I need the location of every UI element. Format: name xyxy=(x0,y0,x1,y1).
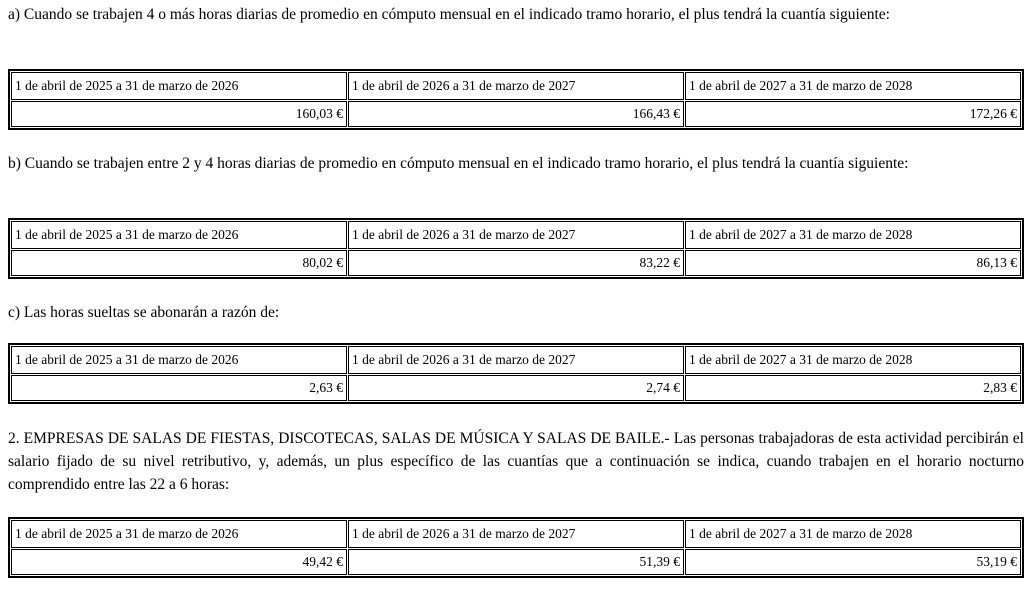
amount-2026-2027: 51,39 € xyxy=(348,549,684,575)
table-value-row xyxy=(11,101,1021,127)
period-header-2025-2026: 1 de abril de 2025 a 31 de marzo de 2026 xyxy=(11,520,347,548)
table-header-row xyxy=(11,346,1021,374)
period-header-2025-2026: 1 de abril de 2025 a 31 de marzo de 2026 xyxy=(11,221,347,249)
amount-2025-2026: 49,42 € xyxy=(11,549,347,575)
rates-table-section-2 xyxy=(8,517,1024,578)
period-header-2025-2026: 1 de abril de 2025 a 31 de marzo de 2026 xyxy=(11,72,347,100)
rates-table-a xyxy=(8,69,1024,130)
table-value-row xyxy=(11,250,1021,276)
rates-table-c xyxy=(8,343,1024,404)
amount-2027-2028: 172,26 € xyxy=(685,101,1021,127)
table-header-row xyxy=(11,520,1021,548)
paragraph-a: a) Cuando se trabajen 4 o más horas diarias de promedio en cómputo mensual en el indicado tramo horario, el plus tendrá la cuantía siguiente: xyxy=(8,6,890,23)
period-header-2027-2028: 1 de abril de 2027 a 31 de marzo de 2028 xyxy=(685,72,1021,100)
amount-2025-2026: 160,03 € xyxy=(11,101,347,127)
amount-2025-2026: 80,02 € xyxy=(11,250,347,276)
amount-2027-2028: 53,19 € xyxy=(685,549,1021,575)
amount-2027-2028: 2,83 € xyxy=(685,375,1021,401)
table-value-row xyxy=(11,375,1021,401)
period-header-2027-2028: 1 de abril de 2027 a 31 de marzo de 2028 xyxy=(685,520,1021,548)
period-header-2027-2028: 1 de abril de 2027 a 31 de marzo de 2028 xyxy=(685,346,1021,374)
amount-2026-2027: 166,43 € xyxy=(348,101,684,127)
paragraph-c: c) Las horas sueltas se abonarán a razón de: xyxy=(8,304,280,321)
section-2-heading: 2. EMPRESAS DE SALAS DE FIESTAS, DISCOTECAS, SALAS DE MÚSICA Y SALAS DE BAILE.- xyxy=(8,430,670,447)
table-header-row xyxy=(11,72,1021,100)
paragraph-section-2 xyxy=(8,427,1024,496)
table-header-row xyxy=(11,221,1021,249)
period-header-2025-2026: 1 de abril de 2025 a 31 de marzo de 2026 xyxy=(11,346,347,374)
period-header-2026-2027: 1 de abril de 2026 a 31 de marzo de 2027 xyxy=(348,520,684,548)
amount-2026-2027: 2,74 € xyxy=(348,375,684,401)
rates-table-b xyxy=(8,218,1024,279)
paragraph-b: b) Cuando se trabajen entre 2 y 4 horas diarias de promedio en cómputo mensual en el indicado tramo horario, el plus tendrá la cuantía siguiente: xyxy=(8,155,909,172)
period-header-2027-2028: 1 de abril de 2027 a 31 de marzo de 2028 xyxy=(685,221,1021,249)
amount-2026-2027: 83,22 € xyxy=(348,250,684,276)
section-2-text: Las personas trabajadoras de esta actividad percibirán el salario fijado de su nivel retributivo, y, además, un plus específico de las cuantías que a continuación se indica, cuando trabajen en el horario nocturno comprendido entre las 22 a 6 horas: xyxy=(8,430,1024,493)
period-header-2026-2027: 1 de abril de 2026 a 31 de marzo de 2027 xyxy=(348,72,684,100)
amount-2027-2028: 86,13 € xyxy=(685,250,1021,276)
table-value-row xyxy=(11,549,1021,575)
amount-2025-2026: 2,63 € xyxy=(11,375,347,401)
period-header-2026-2027: 1 de abril de 2026 a 31 de marzo de 2027 xyxy=(348,221,684,249)
period-header-2026-2027: 1 de abril de 2026 a 31 de marzo de 2027 xyxy=(348,346,684,374)
